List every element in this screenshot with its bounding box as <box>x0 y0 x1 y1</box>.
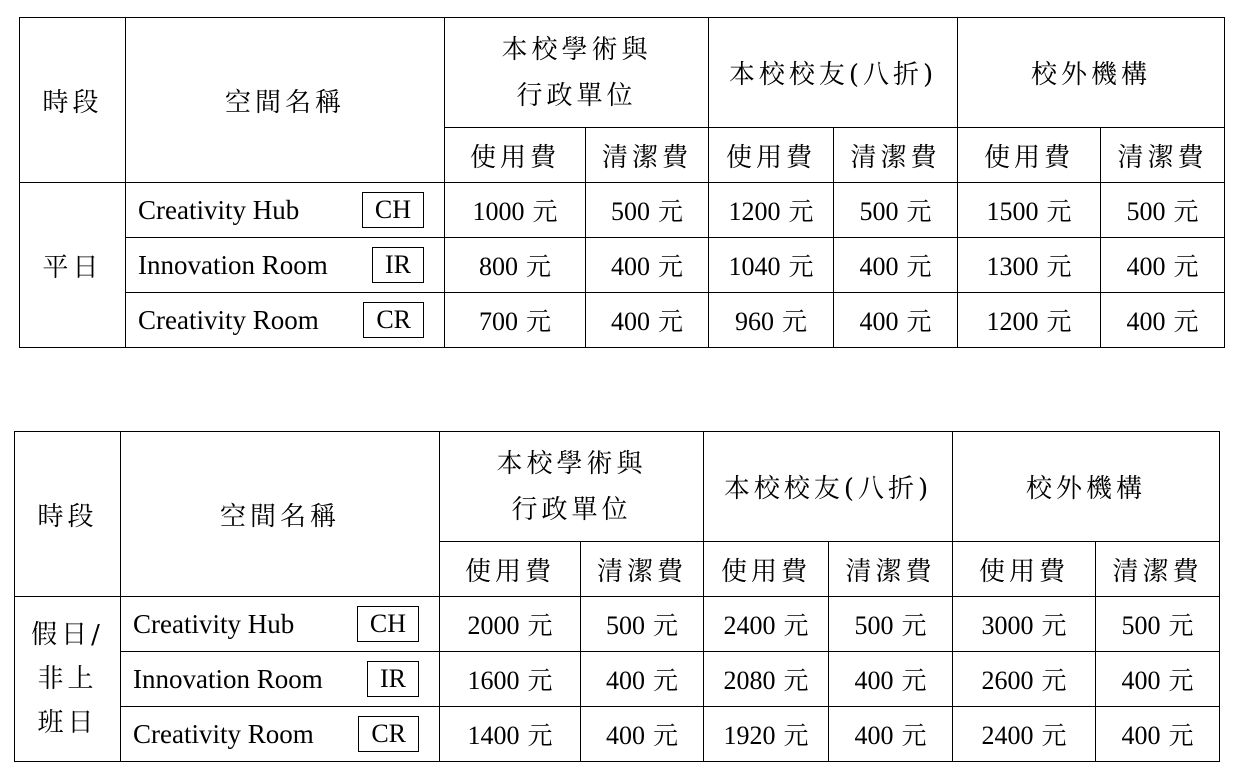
fee-table-weekday <box>19 17 1225 348</box>
room-cell <box>121 707 440 762</box>
price-cell: 1600 元 <box>440 652 581 707</box>
price-cell: 2400 元 <box>953 707 1096 762</box>
room-code-badge: IR <box>372 247 424 283</box>
price-cell: 500 元 <box>581 597 704 652</box>
room-code-badge: CH <box>357 606 419 642</box>
header-usage-fee: 使用費 <box>704 542 829 597</box>
header-usage-fee: 使用費 <box>958 128 1101 183</box>
price-cell: 1200 元 <box>958 293 1101 348</box>
price-cell: 700 元 <box>445 293 586 348</box>
room-name: Creativity Room <box>138 304 319 335</box>
header-period: 時段 <box>20 18 126 183</box>
price-cell: 2000 元 <box>440 597 581 652</box>
room-code-badge: IR <box>367 661 419 697</box>
price-cell: 400 元 <box>834 293 958 348</box>
room-cell <box>126 293 445 348</box>
header-group-school-units: 本校學術與 行政單位 <box>440 432 704 542</box>
price-cell: 400 元 <box>581 652 704 707</box>
header-cleaning-fee: 清潔費 <box>829 542 953 597</box>
fee-table-holiday <box>14 431 1220 762</box>
header-period: 時段 <box>15 432 121 597</box>
room-name: Creativity Hub <box>133 608 295 639</box>
period-cell: 假日/ 非上 班日 <box>15 597 121 762</box>
price-cell: 1300 元 <box>958 238 1101 293</box>
price-cell: 1200 元 <box>709 183 834 238</box>
price-cell: 3000 元 <box>953 597 1096 652</box>
price-cell: 1920 元 <box>704 707 829 762</box>
table-row <box>20 293 1225 348</box>
room-name: Innovation Room <box>133 663 323 694</box>
room-name: Innovation Room <box>138 249 328 280</box>
header-group-school-units: 本校學術與 行政單位 <box>445 18 709 128</box>
price-cell: 960 元 <box>709 293 834 348</box>
period-cell: 平日 <box>20 183 126 348</box>
room-code-badge: CR <box>358 716 419 752</box>
price-cell: 800 元 <box>445 238 586 293</box>
price-cell: 400 元 <box>829 707 953 762</box>
price-cell: 1400 元 <box>440 707 581 762</box>
price-cell: 2400 元 <box>704 597 829 652</box>
room-code-badge: CR <box>363 302 424 338</box>
room-cell <box>126 238 445 293</box>
header-usage-fee: 使用費 <box>953 542 1096 597</box>
price-cell: 500 元 <box>1101 183 1225 238</box>
room-cell <box>121 597 440 652</box>
price-cell: 400 元 <box>581 707 704 762</box>
price-cell: 500 元 <box>834 183 958 238</box>
header-group-alumni: 本校校友(八折) <box>704 432 953 542</box>
table-row <box>15 707 1220 762</box>
price-cell: 400 元 <box>1101 293 1225 348</box>
price-cell: 400 元 <box>834 238 958 293</box>
header-space-name: 空間名稱 <box>126 18 445 183</box>
header-usage-fee: 使用費 <box>440 542 581 597</box>
price-cell: 500 元 <box>586 183 709 238</box>
room-name: Creativity Room <box>133 718 314 749</box>
header-group-external: 校外機構 <box>953 432 1220 542</box>
price-cell: 2080 元 <box>704 652 829 707</box>
room-name: Creativity Hub <box>138 194 300 225</box>
price-cell: 500 元 <box>1096 597 1220 652</box>
header-cleaning-fee: 清潔費 <box>834 128 958 183</box>
table-row <box>15 597 1220 652</box>
header-group-alumni: 本校校友(八折) <box>709 18 958 128</box>
room-cell <box>126 183 445 238</box>
price-cell: 400 元 <box>1096 707 1220 762</box>
header-cleaning-fee: 清潔費 <box>1101 128 1225 183</box>
header-group-external: 校外機構 <box>958 18 1225 128</box>
table-row <box>15 652 1220 707</box>
price-cell: 400 元 <box>1101 238 1225 293</box>
price-cell: 400 元 <box>586 293 709 348</box>
price-cell: 1000 元 <box>445 183 586 238</box>
header-usage-fee: 使用費 <box>445 128 586 183</box>
room-code-badge: CH <box>362 192 424 228</box>
price-cell: 400 元 <box>1096 652 1220 707</box>
header-space-name: 空間名稱 <box>121 432 440 597</box>
price-cell: 1040 元 <box>709 238 834 293</box>
table-row <box>20 183 1225 238</box>
table-row <box>20 238 1225 293</box>
price-cell: 2600 元 <box>953 652 1096 707</box>
header-cleaning-fee: 清潔費 <box>581 542 704 597</box>
price-cell: 1500 元 <box>958 183 1101 238</box>
header-cleaning-fee: 清潔費 <box>1096 542 1220 597</box>
price-cell: 400 元 <box>586 238 709 293</box>
room-cell <box>121 652 440 707</box>
header-cleaning-fee: 清潔費 <box>586 128 709 183</box>
header-usage-fee: 使用費 <box>709 128 834 183</box>
price-cell: 500 元 <box>829 597 953 652</box>
price-cell: 400 元 <box>829 652 953 707</box>
